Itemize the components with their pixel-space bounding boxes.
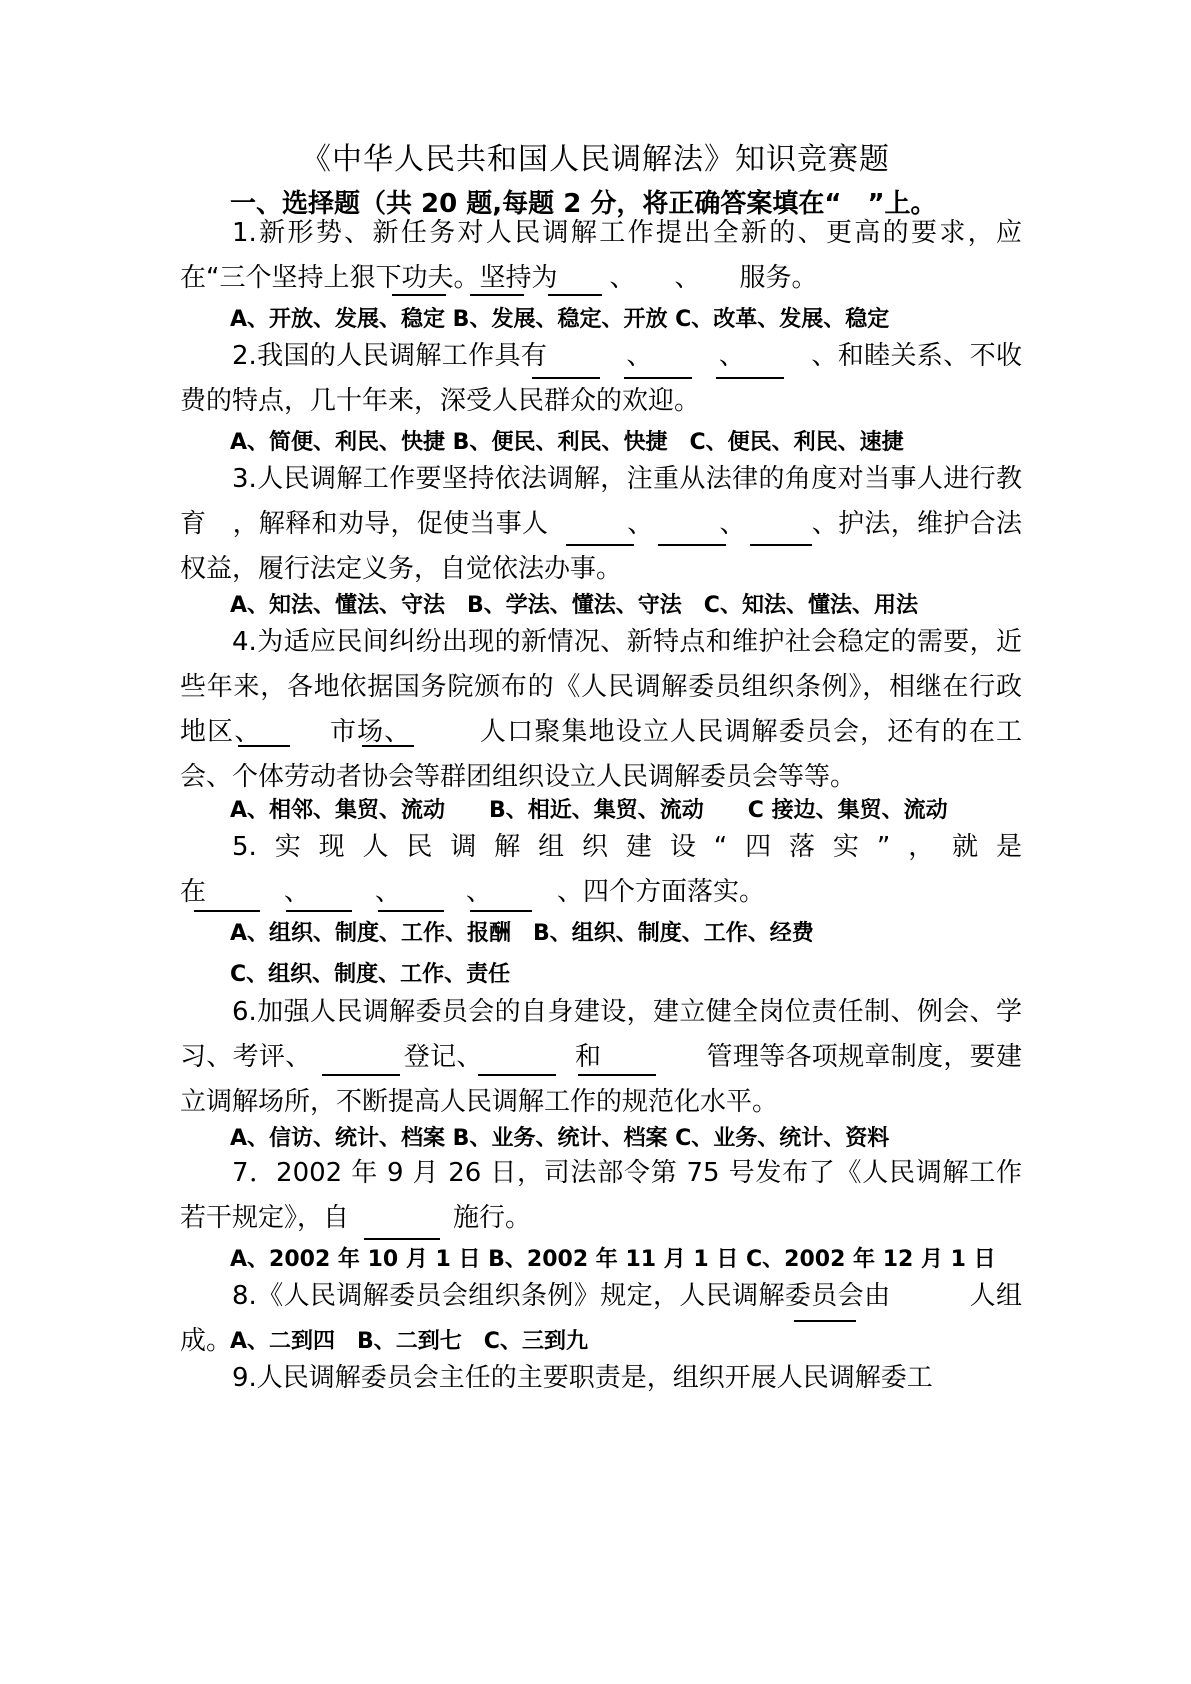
question-1-options: A、开放、发展、稳定 B、发展、稳定、开放 C、改革、发展、稳定 <box>230 307 890 332</box>
answer-blank[interactable] <box>624 377 692 379</box>
answer-blank[interactable] <box>364 1238 440 1240</box>
question-2-text: 2.我国的人民调解工作具有 、 、 、和睦关系、不收费的特点，几十年来，深受人民群众的欢迎。 <box>180 341 1022 416</box>
answer-blank[interactable] <box>362 745 414 747</box>
question-5 <box>180 825 1022 915</box>
answer-blank[interactable] <box>658 544 726 546</box>
document-title: 《中华人民共和国人民调解法》知识竞赛题 <box>301 142 890 177</box>
question-8-text: 8.《人民调解委员会组织条例》规定，人民调解委员会由 人组成。 <box>180 1281 1022 1356</box>
answer-blank[interactable] <box>470 294 524 296</box>
answer-blank[interactable] <box>478 1074 556 1076</box>
question-3 <box>180 457 1022 592</box>
question-5-options-2: C、组织、制度、工作、责任 <box>230 962 511 987</box>
question-1 <box>180 211 1022 301</box>
question-5-options-1: A、组织、制度、工作、报酬 B、组织、制度、工作、经费 <box>230 921 814 946</box>
answer-blank[interactable] <box>378 910 444 912</box>
question-3-text: 3.人民调解工作要坚持依法调解，注重从法律的角度对当事人进行教育 ，解释和劝导，促使当事人 、 、 、护法，维护合法权益，履行法定义务，自觉依法办事。 <box>180 464 1022 584</box>
question-9 <box>180 1356 1022 1401</box>
question-7-text: 7．2002 年 9 月 26 日，司法部令第 75 号发布了《人民调解工作若干规定》，自 施行。 <box>180 1158 1022 1233</box>
question-7-options: A、2002 年 10 月 1 日 B、2002 年 11 月 1 日 C、2002 年 12 月 1 日 <box>230 1247 996 1272</box>
question-8-options: A、二到四 B、二到七 C、三到九 <box>230 1329 588 1354</box>
question-4 <box>180 620 1022 800</box>
question-6-text: 6.加强人民调解委员会的自身建设，建立健全岗位责任制、例会、学习、考评、 登记、 和 管理等各项规章制度，要建立调解场所，不断提高人民调解工作的规范化水平。 <box>180 997 1022 1117</box>
answer-blank[interactable] <box>286 910 352 912</box>
question-6 <box>180 990 1022 1125</box>
answer-blank[interactable] <box>194 910 260 912</box>
answer-blank[interactable] <box>794 1320 856 1322</box>
answer-blank[interactable] <box>716 377 784 379</box>
question-6-options: A、信访、统计、档案 B、业务、统计、档案 C、业务、统计、资料 <box>230 1126 890 1151</box>
question-2-options: A、简便、利民、快捷 B、便民、利民、快捷 C、便民、利民、速捷 <box>230 430 904 455</box>
question-7 <box>180 1151 1022 1241</box>
question-4-text: 4.为适应民间纠纷出现的新情况、新特点和维护社会稳定的需要，近些年来，各地依据国务院颁布的《人民调解委员组织条例》，相继在行政地区、 市场、 人口聚集地设立人民调解委员会，还有的在工会、个体劳动者协会等群团组织设立人民调解委员会等等。 <box>180 627 1022 792</box>
question-1-text: 1.新形势、新任务对人民调解工作提出全新的、更高的要求，应在“三个坚持上狠下功夫。坚持为 、 、 服务。 <box>180 218 1022 293</box>
answer-blank[interactable] <box>532 377 600 379</box>
question-3-options: A、知法、懂法、守法 B、学法、懂法、守法 C、知法、懂法、用法 <box>230 593 918 618</box>
answer-blank[interactable] <box>470 910 532 912</box>
answer-blank[interactable] <box>548 294 602 296</box>
question-9-text: 9.人民调解委员会主任的主要职责是，组织开展人民调解委工 <box>232 1363 933 1393</box>
answer-blank[interactable] <box>578 1074 656 1076</box>
answer-blank[interactable] <box>238 745 290 747</box>
answer-blank[interactable] <box>750 544 812 546</box>
answer-blank[interactable] <box>322 1074 400 1076</box>
section-heading: 一、选择题（共 20 题,每题 2 分，将正确答案填在“ ”上。 <box>230 189 937 219</box>
question-5-text: 5.实现人民调解组织建设“四落实”，就是在 、 、 、 、四个方面落实。 <box>180 832 1022 907</box>
question-2 <box>180 334 1022 424</box>
answer-blank[interactable] <box>392 294 446 296</box>
question-4-options: A、相邻、集贸、流动 B、相近、集贸、流动 C 接边、集贸、流动 <box>230 798 948 823</box>
answer-blank[interactable] <box>566 544 634 546</box>
